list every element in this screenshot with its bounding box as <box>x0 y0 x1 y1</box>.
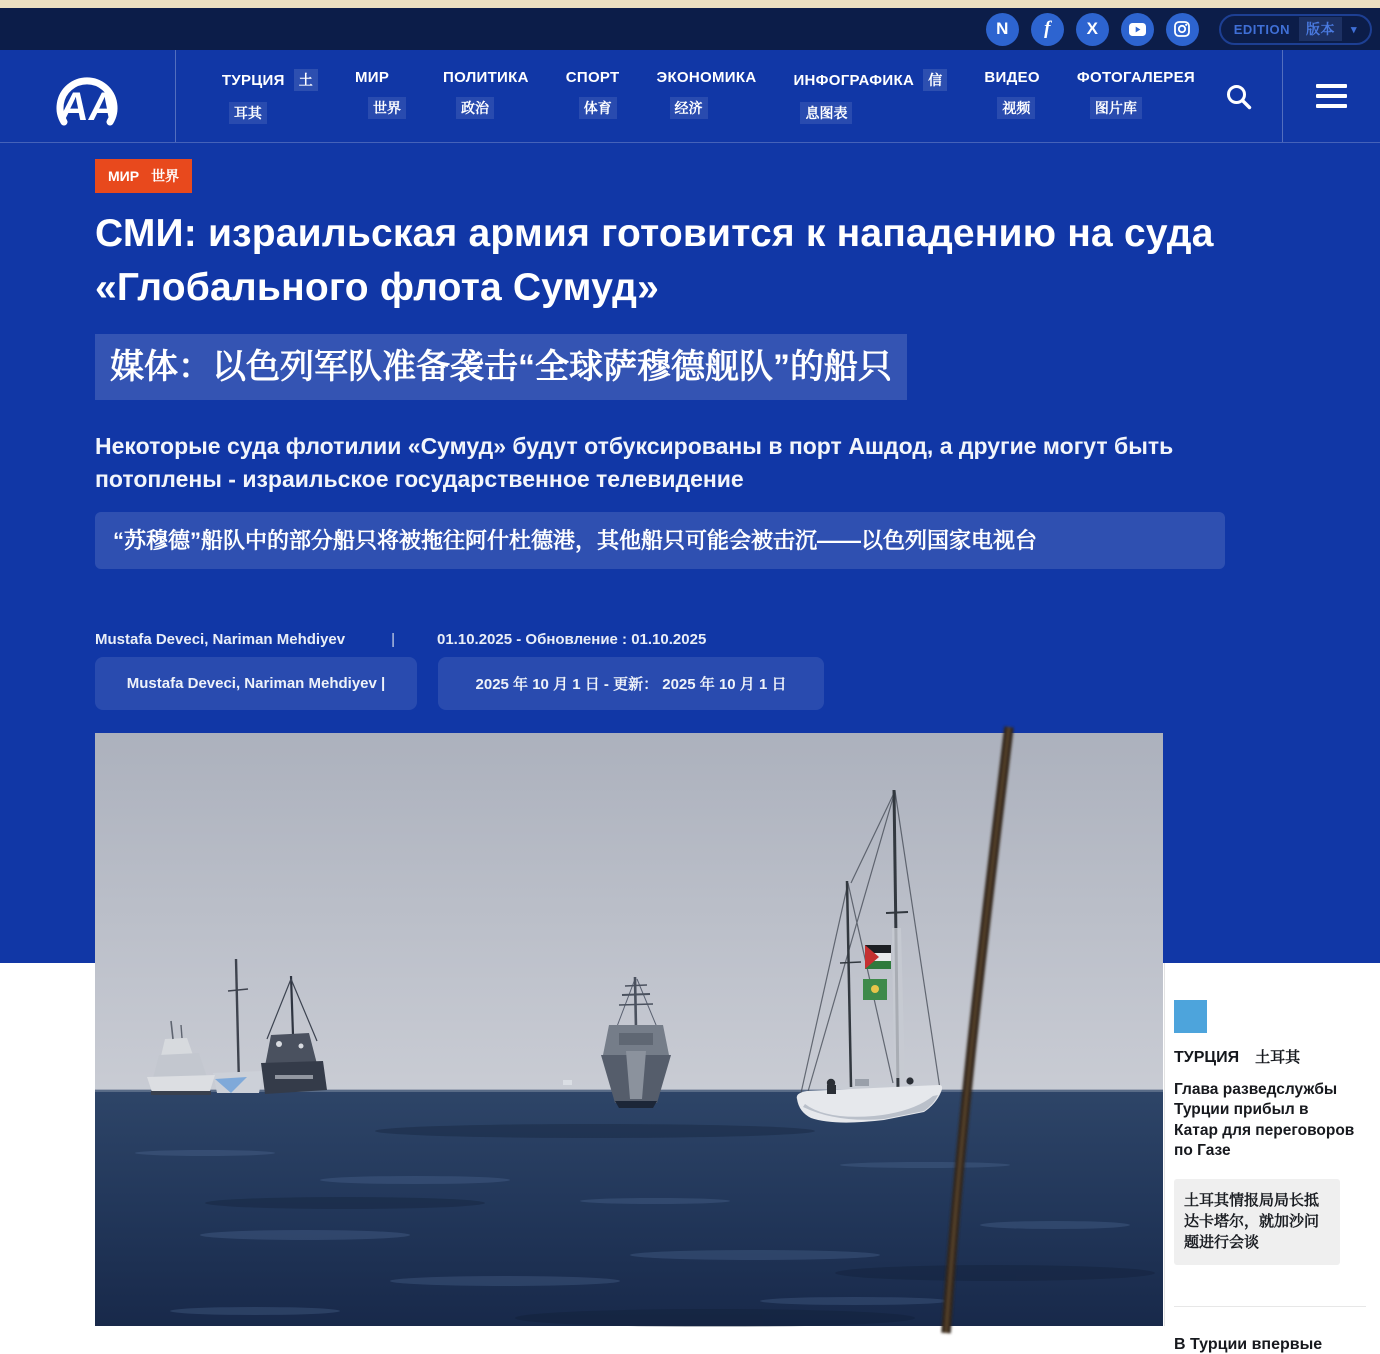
instagram-glyph <box>1174 21 1190 37</box>
category-cn: 世界 <box>151 168 180 184</box>
authors[interactable]: Mustafa Deveci, Nariman Mehdiyev <box>95 631 346 648</box>
nav-label-cn: 政治 <box>456 97 494 119</box>
byline <box>95 631 706 648</box>
top-utility-bar <box>0 8 1380 50</box>
nav-item-photogallery[interactable] <box>1077 69 1195 142</box>
youtube-icon[interactable] <box>1121 13 1154 46</box>
edition-selector[interactable] <box>1219 14 1372 45</box>
nav-label: СПОРТ <box>565 69 620 86</box>
green-flag <box>863 979 887 1000</box>
nav-label-cn: 息图表 <box>800 102 852 124</box>
sidebar-next-item-title[interactable]: В Турции впервые <box>1174 1335 1323 1353</box>
palestinian-flag <box>865 945 891 969</box>
sidebar <box>1164 963 1380 1353</box>
sidebar-item-title-ru[interactable]: Глава разведслужбы Турции прибыл в Катар для переговоров по Газе <box>1174 1081 1355 1160</box>
nav-label: ВИДЕО <box>984 69 1040 86</box>
nav-item-politics[interactable] <box>443 69 529 142</box>
facebook-glyph: f <box>1044 18 1051 39</box>
x-glyph: X <box>1086 19 1098 38</box>
nav-label: ФОТОГАЛЕРЕЯ <box>1076 69 1195 86</box>
sidebar-item-title-cn: 土耳其情报局局长抵达卡塔尔，就加沙问题进行会谈 <box>1174 1179 1340 1265</box>
svg-text:AA: AA <box>57 84 122 129</box>
edition-label-chinese: 版本 <box>1299 17 1342 41</box>
anadolu-app-glyph: N <box>996 19 1009 38</box>
instagram-icon[interactable] <box>1166 13 1199 46</box>
main-navbar <box>0 50 1380 143</box>
aa-logo[interactable] <box>0 50 176 142</box>
nav-item-sport[interactable] <box>566 69 620 142</box>
article-photo <box>95 733 1163 1326</box>
nav-item-world[interactable] <box>355 69 406 142</box>
top-beige-strip <box>0 0 1380 8</box>
translated-byline-row <box>95 657 824 710</box>
menu-icon <box>1316 94 1347 98</box>
nav-item-infographics[interactable] <box>793 69 947 142</box>
nav-label-cn: 耳其 <box>229 102 267 124</box>
search-icon <box>1225 83 1252 110</box>
aa-logo-icon <box>54 64 120 128</box>
nav-label-cn: 体育 <box>579 97 617 119</box>
menu-button[interactable] <box>1282 50 1380 142</box>
sidebar-section-ru: ТУРЦИЯ <box>1174 1049 1240 1066</box>
search-button[interactable] <box>1195 50 1282 142</box>
edition-label: EDITION <box>1233 21 1290 37</box>
sidebar-section-cn: 土耳其 <box>1255 1049 1301 1066</box>
nav-label: ИНФОГРАФИКА <box>793 71 915 89</box>
anadolu-app-icon[interactable] <box>986 13 1019 46</box>
article-title-cn: 媒体：以色列军队准备袭击“全球萨穆德舰队”的船只 <box>95 334 907 400</box>
nav-label-cn-inline: 土 <box>294 69 318 91</box>
nav-right-controls <box>1195 50 1380 142</box>
nav-label: ЭКОНОМИКА <box>656 69 757 86</box>
nav-item-economy[interactable] <box>657 69 757 142</box>
menu-icon <box>1316 104 1347 108</box>
nav-label-cn: 世界 <box>368 97 406 119</box>
article-subtitle-ru: Некоторые суда флотилии «Сумуд» будут отбуксированы в порт Ашдод, а другие могут быть потоплены - израильское государственное телевидение <box>95 433 1174 493</box>
nav-item-turkey[interactable] <box>222 69 318 142</box>
article-title-ru: СМИ: израильская армия готовится к нападению на суда «Глобального флота Сумуд» <box>95 212 1214 309</box>
nav-items <box>222 50 1195 142</box>
authors-translated: Mustafa Deveci, Nariman Mehdiyev | <box>95 657 417 710</box>
nav-label-cn: 图片库 <box>1090 97 1142 119</box>
article-subtitle-cn: “苏穆德”船队中的部分船只将被拖往阿什杜德港，其他船只可能会被击沉——以色列国家电视台 <box>95 512 1225 569</box>
photo-sea <box>95 1089 1163 1327</box>
nav-label: ПОЛИТИКА <box>443 69 529 86</box>
nav-label: МИР <box>355 69 390 86</box>
youtube-glyph <box>1129 23 1146 36</box>
menu-icon <box>1316 84 1347 88</box>
nav-item-video[interactable] <box>984 69 1039 142</box>
byline-separator: | <box>391 631 395 648</box>
x-icon[interactable] <box>1076 13 1109 46</box>
sidebar-thumbnail-placeholder <box>1174 1000 1207 1033</box>
nav-label-cn: 经济 <box>670 97 708 119</box>
sidebar-divider <box>1174 1306 1366 1307</box>
chevron-down-icon: ▾ <box>1350 23 1357 36</box>
nav-label-cn: 视频 <box>997 97 1035 119</box>
sidebar-section-turkey[interactable] <box>1174 1046 1370 1067</box>
facebook-icon[interactable] <box>1031 13 1064 46</box>
category-badge[interactable] <box>95 159 192 193</box>
category-ru: МИР <box>108 168 140 184</box>
nav-label: ТУРЦИЯ <box>221 71 285 89</box>
publish-date-cn: 2025 年 10 月 1 日 - 更新： 2025 年 10 月 1 日 <box>438 657 824 710</box>
nav-label-cn-inline: 信 <box>923 69 947 91</box>
publish-date-ru: 01.10.2025 - Обновление : 01.10.2025 <box>437 631 707 648</box>
